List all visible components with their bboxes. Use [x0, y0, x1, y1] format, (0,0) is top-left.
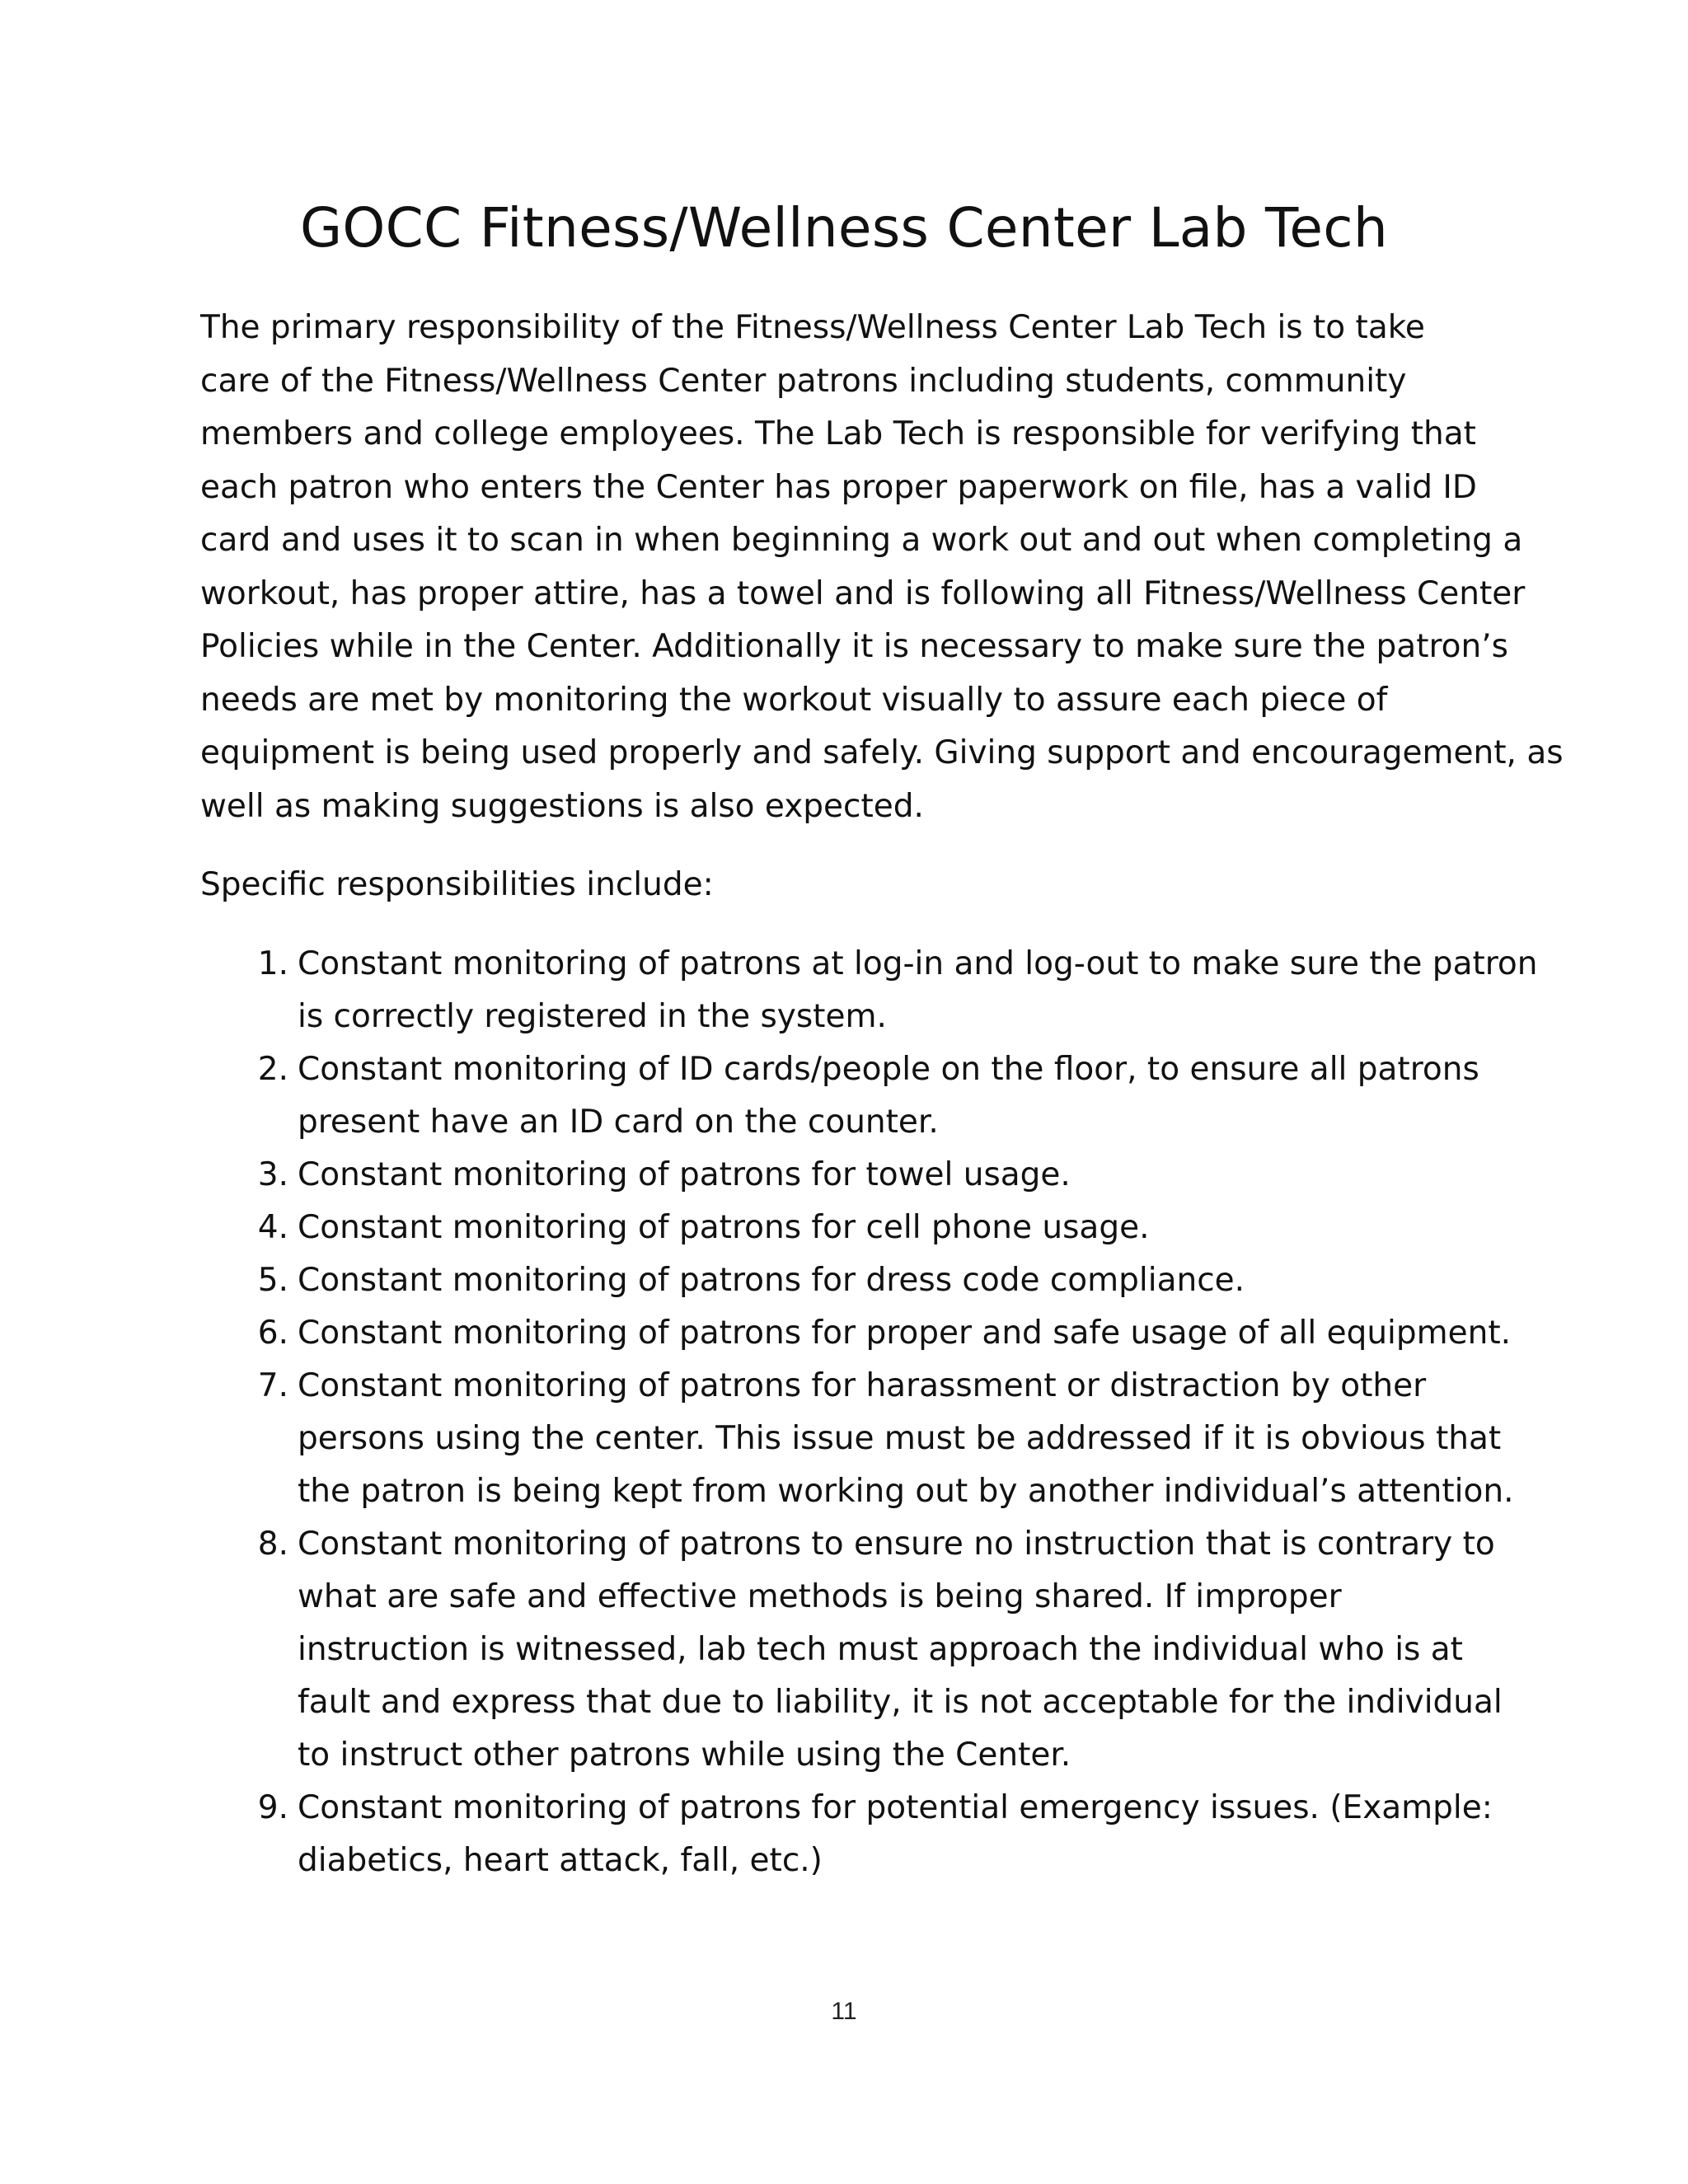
list-item-number: 1.: [257, 945, 288, 982]
intro-line: each patron who enters the Center has proper paperwork on file, has a valid ID: [200, 468, 1477, 506]
list-item: [0, 1149, 1688, 1202]
list-item: [0, 1782, 1688, 1887]
intro-line: well as making suggestions is also expected.: [200, 787, 924, 825]
list-item-line: Constant monitoring of ID cards/people on the floor, to ensure all patrons: [298, 1051, 1479, 1088]
intro-line: members and college employees. The Lab Tech is responsible for verifying that: [200, 415, 1476, 452]
list-item-number: 5.: [257, 1262, 288, 1299]
list-item: [0, 1043, 1688, 1149]
intro-line: care of the Fitness/Wellness Center patrons including students, community: [200, 362, 1407, 400]
list-item-number: 6.: [257, 1315, 288, 1352]
list-item: [0, 1360, 1688, 1518]
page-title: GOCC Fitness/Wellness Center Lab Tech: [299, 196, 1389, 260]
list-item-text: [298, 1782, 1688, 1887]
intro-line: needs are met by monitoring the workout visually to assure each piece of: [200, 681, 1388, 719]
list-item-line: is correctly registered in the system.: [298, 998, 887, 1035]
list-item-line: Constant monitoring of patrons for dress code compliance.: [298, 1262, 1245, 1299]
list-item-line: Constant monitoring of patrons to ensure no instruction that is contrary to: [298, 1526, 1495, 1563]
list-item: [0, 938, 1688, 1043]
list-item-text: [298, 1043, 1688, 1149]
intro-line: equipment is being used properly and safely. Giving support and encouragement, as: [200, 734, 1564, 771]
list-item-line: what are safe and effective methods is being shared. If improper: [298, 1578, 1342, 1615]
list-item-number: 8.: [257, 1526, 288, 1563]
intro-line: workout, has proper attire, has a towel and is following all Fitness/Wellness Center: [200, 574, 1526, 612]
list-item-line: fault and express that due to liability, it is not acceptable for the individual: [298, 1684, 1503, 1721]
list-item-line: present have an ID card on the counter.: [298, 1104, 939, 1141]
list-item-line: Constant monitoring of patrons for towel usage.: [298, 1156, 1071, 1193]
list-item-text: [298, 938, 1688, 1043]
list-item-number: 3.: [257, 1156, 288, 1193]
list-item: [0, 1202, 1688, 1254]
intro-line: Policies while in the Center. Additionally it is necessary to make sure the patron’s: [200, 628, 1508, 665]
list-item: [0, 1518, 1688, 1782]
list-item-text: [298, 1360, 1688, 1518]
list-item-line: Constant monitoring of patrons for harassment or distraction by other: [298, 1367, 1427, 1404]
list-item: [0, 1307, 1688, 1360]
list-item-line: diabetics, heart attack, fall, etc.): [298, 1842, 823, 1879]
list-item-number: 7.: [257, 1367, 288, 1404]
list-item-line: to instruct other patrons while using the Center.: [298, 1736, 1071, 1774]
intro-line: The primary responsibility of the Fitness/Wellness Center Lab Tech is to take: [200, 309, 1425, 346]
list-item: [0, 1254, 1688, 1307]
intro-paragraph: [200, 302, 1564, 833]
list-item-line: persons using the center. This issue must be addressed if it is obvious that: [298, 1420, 1502, 1457]
list-item-line: Constant monitoring of patrons for proper and safe usage of all equipment.: [298, 1315, 1512, 1352]
list-item-text: [298, 1149, 1688, 1202]
list-item-text: [298, 1518, 1688, 1782]
intro-line: card and uses it to scan in when beginning a work out and out when completing a: [200, 522, 1523, 559]
list-item-text: [298, 1202, 1688, 1254]
list-item-line: the patron is being kept from working out by another individual’s attention.: [298, 1473, 1514, 1510]
list-item-line: Constant monitoring of patrons for potential emergency issues. (Example:: [298, 1789, 1493, 1826]
list-item-number: 2.: [257, 1051, 288, 1088]
responsibilities-list: [0, 938, 1688, 1887]
responsibilities-lead-in: Specific responsibilities include:: [200, 866, 714, 903]
list-item-number: 4.: [257, 1209, 288, 1246]
list-item-line: Constant monitoring of patrons for cell phone usage.: [298, 1209, 1150, 1246]
list-item-number: 9.: [257, 1789, 288, 1826]
list-item-line: instruction is witnessed, lab tech must approach the individual who is at: [298, 1631, 1463, 1668]
list-item-text: [298, 1307, 1688, 1360]
page-number: 11: [831, 1998, 857, 2025]
list-item-line: Constant monitoring of patrons at log-in and log-out to make sure the patron: [298, 945, 1538, 982]
list-item-text: [298, 1254, 1688, 1307]
